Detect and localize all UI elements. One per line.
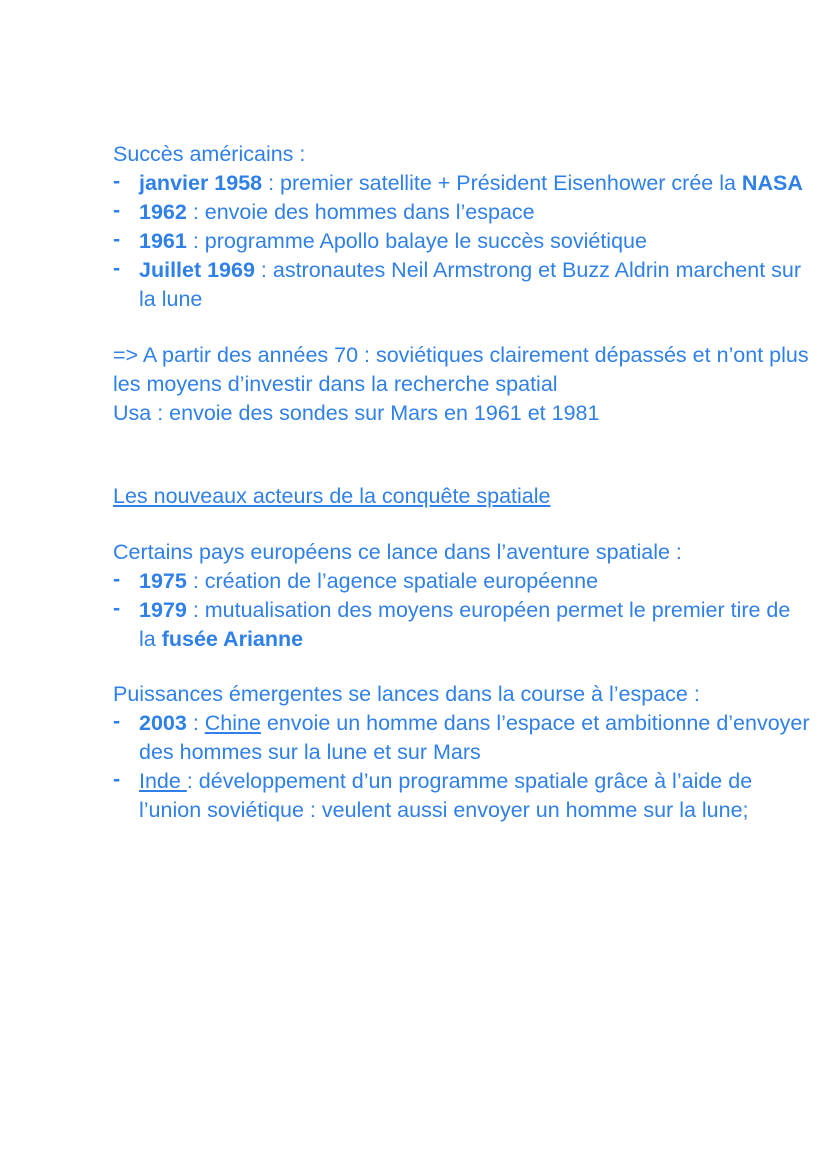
emerging-powers-list	[113, 709, 813, 825]
document-page	[113, 140, 813, 825]
europe-list	[113, 567, 813, 654]
emerging-powers-intro: Puissances émergentes se lances dans la course à l’espace :	[113, 682, 700, 706]
american-successes-list	[113, 169, 813, 314]
list-item: - janvier 1958 : premier satellite + Président Eisenhower crée la NASA	[113, 169, 813, 198]
section-heading: Succès américains :	[113, 142, 306, 166]
list-item: - 2003 : Chine envoie un homme dans l’espace et ambitionne d’envoyer des hommes sur la lune et sur Mars	[113, 709, 813, 767]
conclusion-paragraph-2: Usa : envoie des sondes sur Mars en 1961 et 1981	[113, 401, 600, 425]
list-item: - 1979 : mutualisation des moyens européen permet le premier tire de la fusée Arianne	[113, 596, 813, 654]
list-item: - Juillet 1969 : astronautes Neil Armstrong et Buzz Aldrin marchent sur la lune	[113, 256, 813, 314]
europe-intro: Certains pays européens ce lance dans l’aventure spatiale :	[113, 540, 682, 564]
list-item: - 1975 : création de l’agence spatiale européenne	[113, 567, 813, 596]
list-item: - 1961 : programme Apollo balaye le succès soviétique	[113, 227, 813, 256]
conclusion-paragraph: => A partir des années 70 : soviétiques clairement dépassés et n’ont plus les moyens d’investir dans la recherche spatial	[113, 343, 809, 396]
list-item: - Inde : développement d’un programme spatiale grâce à l’aide de l’union soviétique : veulent aussi envoyer un homme sur la lune;	[113, 767, 813, 825]
list-item: - 1962 : envoie des hommes dans l’espace	[113, 198, 813, 227]
section-title: Les nouveaux acteurs de la conquête spatiale	[113, 484, 551, 508]
